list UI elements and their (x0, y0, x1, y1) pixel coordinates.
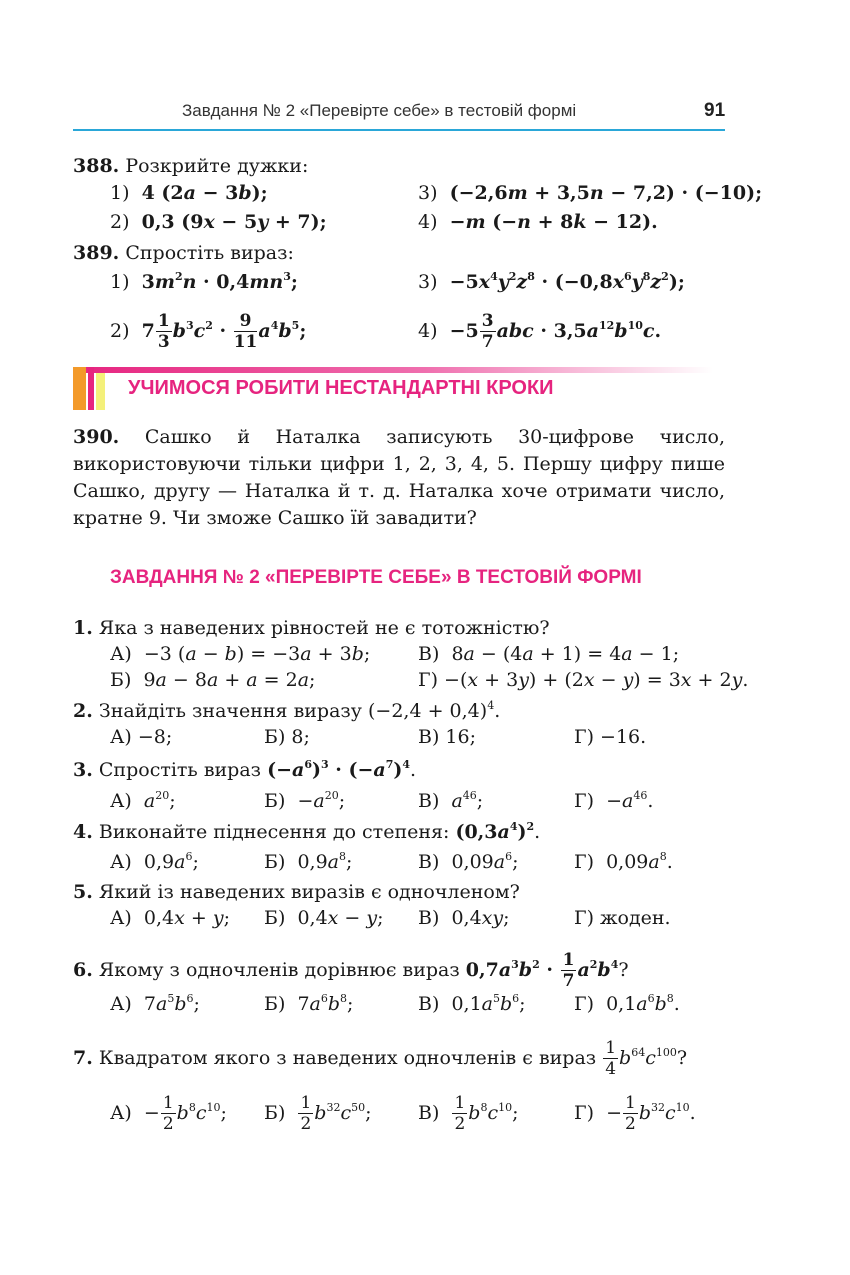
exercise-prompt: Розкрийте дужки: (125, 155, 309, 177)
q7-option-v: В) $\frac{1}{2}$ $b^8c^{10}$; (418, 1093, 519, 1134)
exercise-389 (73, 241, 294, 265)
q4-option-g: Г) $0,09a^8$. (574, 850, 673, 873)
q2-option-v: В) 16; (418, 726, 476, 748)
q6-option-a: А) $7a^5b^6$; (110, 992, 200, 1015)
q3-option-g: $Г) -a^{46}$. (574, 789, 654, 812)
section-banner-title: УЧИМОСЯ РОБИТИ НЕСТАНДАРТНІ КРОКИ (128, 377, 554, 399)
q7-option-a: А) − $\frac{1}{2}$ $b^8c^{10}$; (110, 1093, 227, 1134)
ex389-item-1: 1) $3m^2n \cdot 0,4mn^3$; (110, 270, 298, 293)
q5-option-g: Г) жоден. (574, 907, 671, 929)
ex389-item-2: 2) 7 $\frac{1}{3}$ $b^3c^2$ · $\frac{9}{11}$ $a^4b^5$; (110, 311, 307, 352)
q7-option-g: Г) − $\frac{1}{2}$ $b^{32}c^{10}$. (574, 1093, 696, 1134)
question-number: 7. (73, 1047, 93, 1069)
exercise-number: 390. (73, 426, 120, 448)
question-4: 4. Виконайте піднесення до степеня: $(0,3a^4)^2$. (73, 820, 541, 843)
ex389-item-4: 4) −5 $\frac{3}{7}$ abc · $3,5a^{12}b^{10}c$. (418, 311, 662, 352)
header-rule (73, 129, 725, 131)
question-3: 3. Спростіть вираз $(-a^6)^3 \cdot (-a^7)^4$. (73, 758, 417, 781)
question-text: Спростіть вираз (98, 759, 262, 781)
q4-option-b: Б) $0,9a^8$; (264, 850, 353, 873)
q1-option-v: В) 8a − (4a + 1) = 4a − 1; (418, 643, 680, 665)
exercise-number: 388. (73, 155, 120, 177)
q7-option-b: Б) $\frac{1}{2}$ $b^{32}c^{50}$; (264, 1093, 372, 1134)
q1-option-b: Б) 9a − 8a + a = 2a; (110, 669, 316, 691)
ex388-item-2: 2) 0,3 (9x − 5y + 7); (110, 211, 327, 233)
q6-option-g: Г) $0,1a^6b^8$. (574, 992, 680, 1015)
q2-option-b: Б) 8; (264, 726, 310, 748)
exercise-text: Сашко й Наталка записують 30-цифрове число, використовуючи тільки цифри 1, 2, 3, 4, 5. Першу цифру пише Сашко, другу — Наталка й т. д. Наталка хоче отримати число, кратне 9. Чи зможе Сашко їй завадити? (73, 426, 725, 529)
banner-tab-orange (73, 367, 86, 410)
q3-option-b: $Б) -a^{20}$; (264, 789, 346, 812)
question-number: 3. (73, 759, 93, 781)
ex388-item-1: 1) 4 (2a − 3b); (110, 182, 268, 204)
question-number: 6. (73, 959, 93, 981)
q4-option-a: А) $0,9a^6$; (110, 850, 199, 873)
question-number: 2. (73, 700, 93, 722)
banner-tab-pink (88, 367, 94, 410)
page-number: 91 (704, 100, 726, 121)
q5-option-a: А) 0,4x + y; (110, 907, 230, 929)
question-text: Який із наведених виразів є одночленом? (98, 881, 520, 903)
q4-option-v: В) $0,09a^6$; (418, 850, 519, 873)
question-7: 7. Квадратом якого з наведених одночленів є вираз $\frac{1}{4}$ $b^{64}c^{100}$? (73, 1038, 688, 1079)
test-section-title: ЗАВДАННЯ № 2 «ПЕРЕВІРТЕ СЕБЕ» В ТЕСТОВІЙ ФОРМІ (110, 567, 642, 588)
q1-option-a: А) −3 (a − b) = −3a + 3b; (110, 643, 371, 665)
question-1 (73, 616, 550, 640)
ex388-item-4: 4) −m (−n + 8k − 12). (418, 211, 658, 233)
question-text: Виконайте піднесення до степеня: (98, 821, 450, 843)
ex388-item-3: 3) (−2,6m + 3,5n − 7,2) · (−10); (418, 182, 763, 204)
exercise-390 (73, 424, 725, 532)
q2-option-a: А) −8; (110, 726, 173, 748)
q3-option-v: В) $a^{46}$; (418, 789, 484, 812)
running-header: Завдання № 2 «Перевірте себе» в тестовій формі (182, 101, 577, 120)
q1-option-g: Г) −(x + 3y) + (2x − y) = 3x + 2y. (418, 669, 749, 691)
question-number: 5. (73, 881, 93, 903)
q5-option-v: В) 0,4xy; (418, 907, 510, 929)
question-2: 2. Знайдіть значення виразу $(-2,4 + 0,4)^4$. (73, 699, 501, 722)
question-6: 6. Якому з одночленів дорівнює вираз $0,7a^3b^2$ · $\frac{1}{7}$ $a^2b^4$? (73, 950, 629, 991)
exercise-388 (73, 154, 308, 178)
exercise-number: 389. (73, 242, 120, 264)
question-number: 4. (73, 821, 93, 843)
exercise-prompt: Спростіть вираз: (125, 242, 294, 264)
question-text: Якому з одночленів дорівнює вираз (98, 959, 460, 981)
question-text: Яка з наведених рівностей не є тотожністю? (98, 617, 550, 639)
question-text: Квадратом якого з наведених одночленів є вираз (98, 1047, 597, 1069)
q5-option-b: Б) 0,4x − y; (264, 907, 384, 929)
q2-option-g: Г) −16. (574, 726, 647, 748)
question-number: 1. (73, 617, 93, 639)
q6-option-b: Б) $7a^6b^8$; (264, 992, 354, 1015)
question-5 (73, 880, 520, 904)
q3-option-a: А) $a^{20}$; (110, 789, 176, 812)
q6-option-v: В) $0,1a^5b^6$; (418, 992, 526, 1015)
banner-tab-yellow (96, 373, 105, 410)
ex389-item-3: $3) -5x^4y^2z^8 \cdot (-0,8x^6y^8z^2)$; (418, 270, 685, 293)
question-text: Знайдіть значення виразу (98, 700, 362, 722)
banner-stripe (73, 367, 713, 373)
